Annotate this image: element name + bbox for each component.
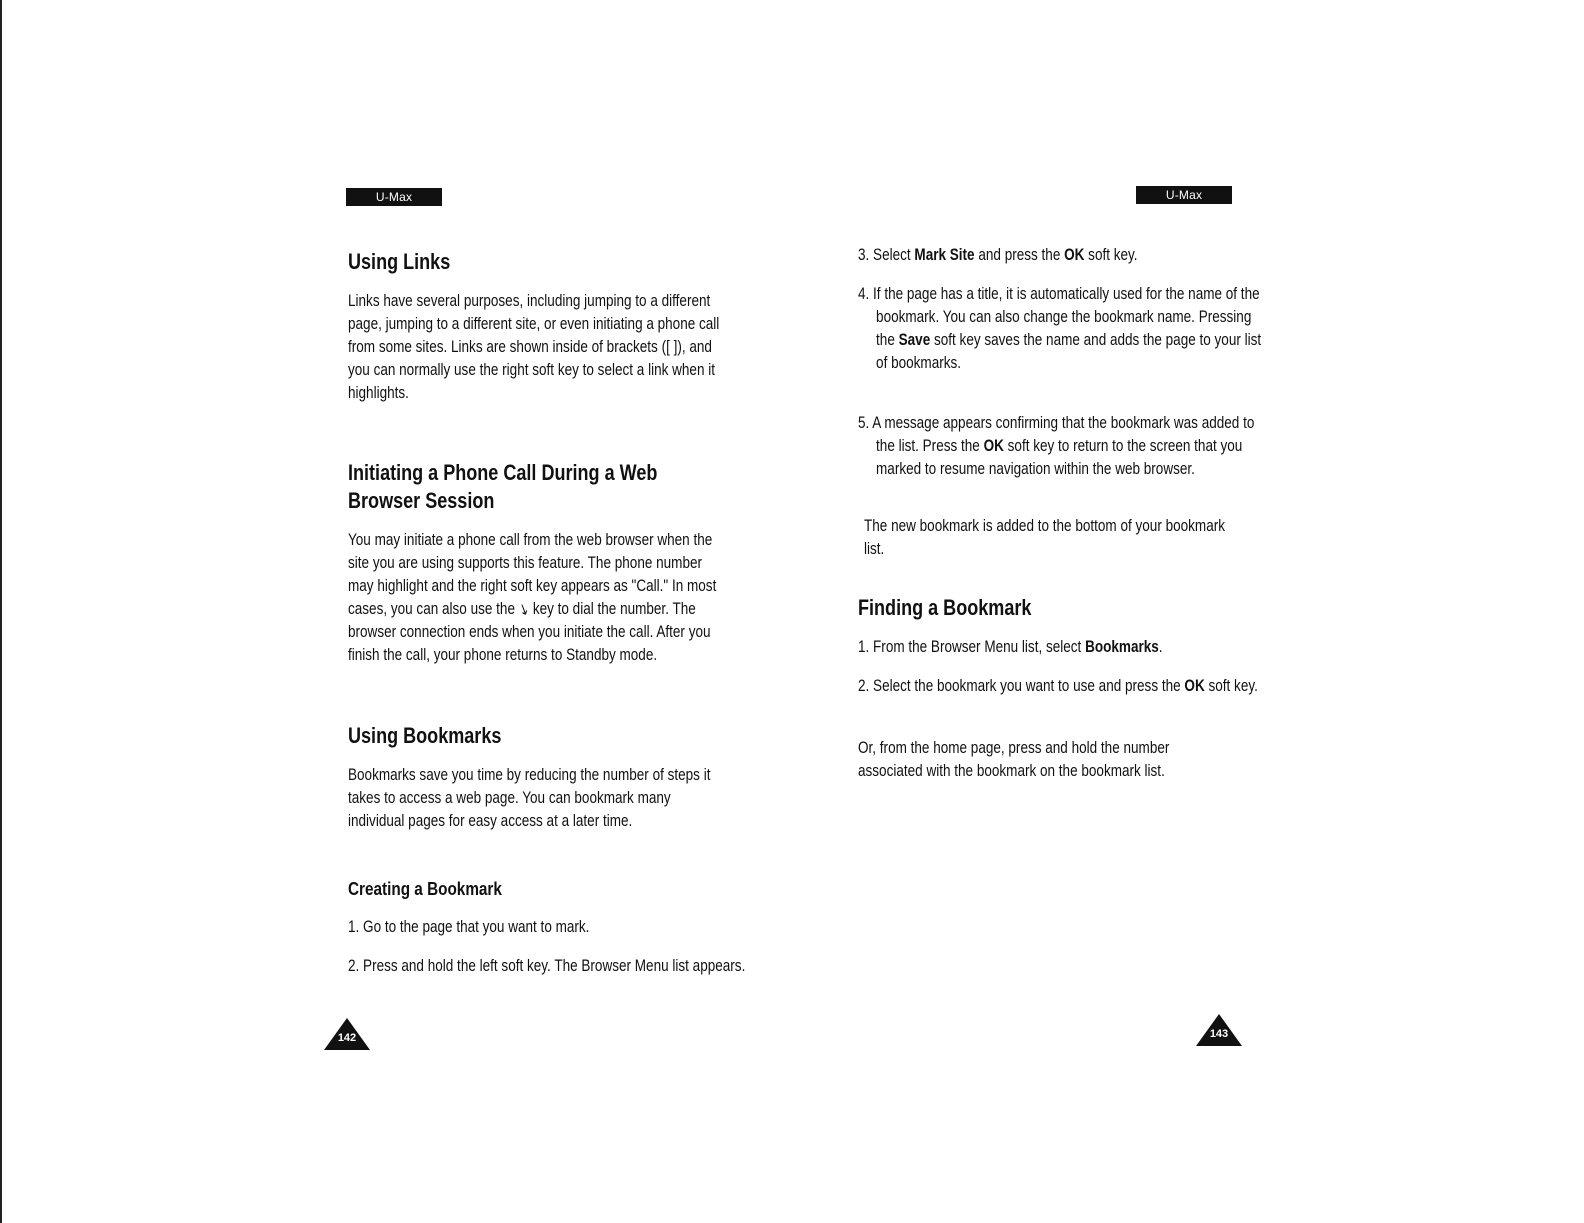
finding-step-1-text: 1. From the Browser Menu list, select: [858, 638, 1082, 656]
finding-step-2-text: 2. Select the bookmark you want to use and press the: [858, 677, 1181, 695]
finding-step-1: [858, 636, 1261, 659]
step-1: 1. Go to the page that you want to mark.: [348, 918, 590, 936]
right-page: [858, 0, 1262, 1223]
step-5: [858, 412, 1261, 481]
paragraph-initiating-call-part1: You may initiate a phone call from the web browser when the site you are using supports this feature. The phone number may highlight and the right soft key appears as "Call." In most cases, you can also use the: [348, 531, 717, 618]
paragraph-or-home: Or, from the home page, press and hold the number associated with the bookmark on the bookmark list.: [858, 739, 1170, 780]
step-5-text: 5. A message appears confirming that the bookmark was added to the list. Press the: [858, 414, 1255, 455]
heading-using-links: Using Links: [348, 249, 451, 274]
paragraph-initiating-call: [348, 529, 725, 667]
step-3-mark-site: Mark Site: [914, 246, 975, 264]
step-4: [858, 283, 1261, 375]
paragraph-using-bookmarks: Bookmarks save you time by reducing the number of steps it takes to access a web page. You can bookmark many individual pages for easy access at a later time.: [348, 766, 711, 830]
paragraph-using-links: Links have several purposes, including jumping to a different page, jumping to a different site, or even initiating a phone call from some sites. Links are shown inside of brackets ([ ]), and you can normally use the right soft key to select a link when it highlights.: [348, 292, 720, 402]
step-3-ok: OK: [1064, 246, 1085, 264]
step-4-save: Save: [898, 331, 931, 349]
step-4-text: 4. If the page has a title, it is automatically used for the name of the bookmark. You can also change the bookmark name. Pressing the: [858, 285, 1260, 349]
finding-step-2-text-2: soft key.: [1208, 677, 1258, 695]
finding-step-1-period: .: [1158, 638, 1163, 656]
send-handset-icon: ↘: [516, 599, 532, 620]
step-3-text-2: and press the: [978, 246, 1061, 264]
finding-step-2-ok: OK: [1184, 677, 1205, 695]
page-number: 142: [337, 1032, 357, 1044]
step-3: [858, 244, 1261, 267]
paragraph-new-bookmark: The new bookmark is added to the bottom of your bookmark list.: [864, 517, 1225, 558]
page-number-badge: [324, 1018, 370, 1050]
heading-finding-bookmark: Finding a Bookmark: [858, 595, 1032, 620]
page-number: 143: [1209, 1028, 1229, 1040]
step-5-text-2: soft key to return to the screen that you marked to resume navigation within the web browser.: [876, 437, 1243, 478]
step-3-text: 3. Select: [858, 246, 911, 264]
step-5-ok: OK: [983, 437, 1004, 455]
step-4-text-2: soft key saves the name and adds the page to your list of bookmarks.: [876, 331, 1262, 372]
heading-initiating-call: Initiating a Phone Call During a Web: [348, 460, 658, 485]
finding-step-1-bookmarks: Bookmarks: [1085, 638, 1159, 656]
binding-edge-line: [0, 0, 2, 1223]
step-2: 2. Press and hold the left soft key. The Browser Menu list appears.: [348, 957, 746, 975]
finding-step-2: [858, 675, 1261, 698]
heading-initiating-call-line2: Browser Session: [348, 488, 495, 513]
paragraph-initiating-call-part2: key to dial the number. The browser connection ends when you initiate the call. After you finish the call, your phone returns to Standby mode.: [348, 600, 711, 664]
left-page: [337, 0, 746, 1223]
page-number-badge: [1196, 1014, 1242, 1046]
header-tab: U-Max: [1136, 186, 1232, 204]
header-tab: U-Max: [346, 188, 442, 206]
step-3-text-3: soft key.: [1088, 246, 1138, 264]
heading-creating-bookmark: Creating a Bookmark: [348, 879, 502, 899]
heading-using-bookmarks: Using Bookmarks: [348, 723, 502, 748]
